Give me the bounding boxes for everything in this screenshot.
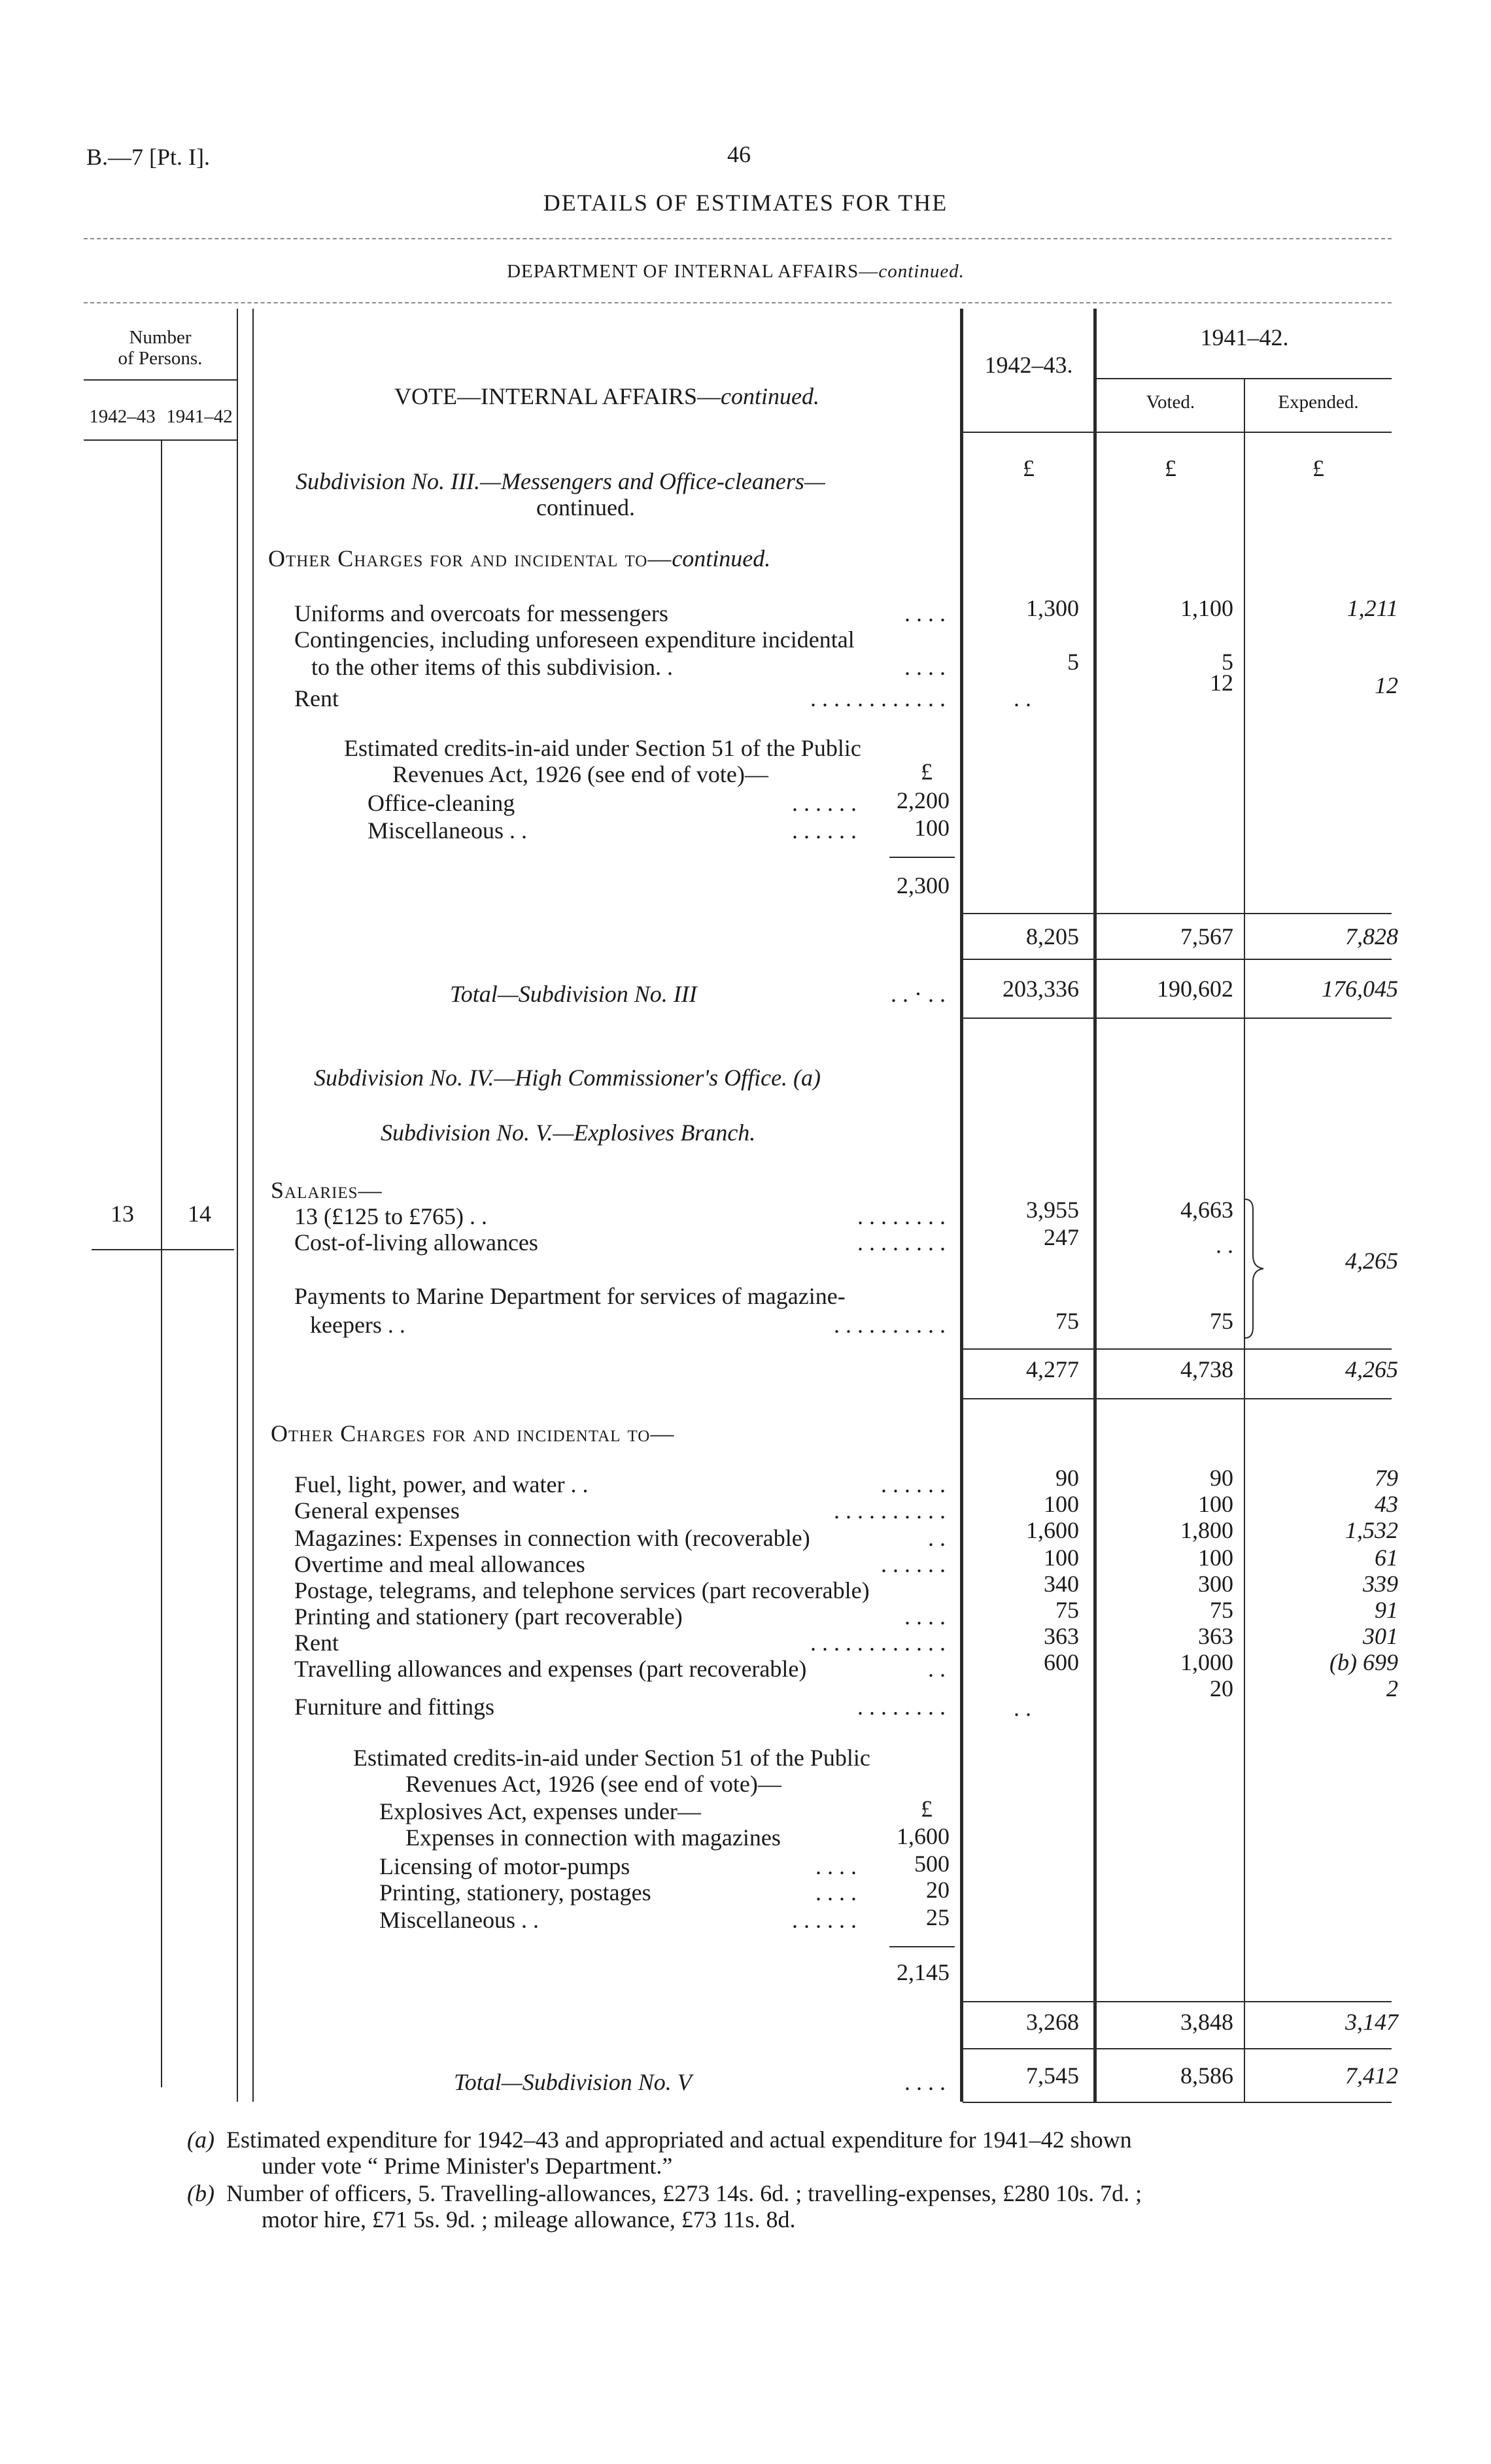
- item-voted: 100: [1198, 1491, 1233, 1517]
- vote-title-continued: continued.: [721, 383, 819, 409]
- persons-head-rule-2: [84, 439, 237, 441]
- subtotal-estimate: 8,205: [1026, 923, 1079, 950]
- sub5-total-bottom-rule: [963, 2102, 1392, 2103]
- credit-amount: 100: [914, 815, 950, 841]
- total-voted: 4,738: [1180, 1356, 1233, 1382]
- department-name: DEPARTMENT OF INTERNAL AFFAIRS—: [507, 261, 879, 282]
- item-label: Magazines: Expenses in connection with (recoverable): [294, 1525, 810, 1551]
- sub5-persons-1941: 14: [188, 1201, 211, 1227]
- expended-heading: Expended.: [1278, 392, 1359, 413]
- total-expended: 176,045: [1322, 976, 1398, 1002]
- sub3-heading-continued: continued.: [536, 494, 635, 521]
- item-voted: 1,800: [1180, 1517, 1233, 1543]
- item-label: Fuel, light, power, and water . .: [294, 1471, 589, 1497]
- item-label: General expenses: [294, 1497, 460, 1524]
- col-rule-voted: [1093, 309, 1097, 2102]
- item-expended: 43: [1375, 1491, 1398, 1517]
- footnote-text: Number of officers, 5. Travelling-allowances, £273 14s. 6d. ; travelling-expenses, £280 10s. 7d. ;: [226, 2180, 1142, 2206]
- currency-voted: £: [1165, 455, 1176, 481]
- sub5-salary-total-bottom-rule: [963, 1398, 1392, 1399]
- credit-label: Office-cleaning: [368, 790, 515, 816]
- footnote-marker: (b): [187, 2180, 214, 2206]
- sub3-other-charges-continued: continued.: [672, 545, 771, 572]
- item-estimate: 340: [1044, 1571, 1079, 1597]
- subtotal-expended: 3,147: [1345, 2009, 1398, 2035]
- item-voted: 1,000: [1180, 1649, 1233, 1675]
- footnote-text-cont: under vote “ Prime Minister's Department.”: [262, 2153, 673, 2179]
- total-estimate: 7,545: [1026, 2062, 1079, 2089]
- credit-dots: . . . .: [815, 1879, 857, 1906]
- item-dots: . . . . . . . .: [857, 1229, 946, 1256]
- vote-title: [254, 383, 960, 409]
- total-dots: . . · . .: [891, 981, 946, 1007]
- item-label: Contingencies, including unforeseen expenditure incidental: [294, 626, 855, 653]
- item-expended: 1,532: [1345, 1517, 1398, 1543]
- subtotal-estimate: 3,268: [1026, 2009, 1079, 2035]
- sub3-credits-currency: £: [921, 759, 933, 785]
- item-estimate: 100: [1044, 1491, 1079, 1517]
- item-dots: . .: [928, 1656, 946, 1682]
- col-rule-persons-mid: [161, 439, 162, 2087]
- col-rule-persons: [237, 309, 238, 2102]
- sub5-salaries-expended: 4,265: [1345, 1248, 1398, 1274]
- currency-estimate: £: [1023, 455, 1035, 481]
- item-label: Cost-of-living allowances: [294, 1229, 538, 1256]
- sub5-other-charges: Other Charges for and incidental to—: [271, 1420, 675, 1446]
- item-estimate: 75: [1055, 1308, 1079, 1334]
- column-heading-rule: [963, 432, 1392, 433]
- sub3-credits-line2: Revenues Act, 1926 (see end of vote)—: [392, 761, 768, 787]
- item-dots: . . . . . .: [881, 1551, 946, 1577]
- footnote-marker: (a): [187, 2127, 214, 2153]
- item-voted: 12: [1210, 670, 1233, 696]
- credit-amount: 2,200: [897, 787, 950, 813]
- credit-label: Licensing of motor-pumps: [379, 1853, 630, 1879]
- item-estimate: . .: [1014, 1695, 1031, 1721]
- subtotal-expended: 7,828: [1345, 923, 1398, 950]
- total-label: Total—Subdivision No. V: [454, 2069, 692, 2095]
- total-label: Total—Subdivision No. III: [450, 981, 697, 1007]
- item-label: Overtime and meal allowances: [294, 1551, 585, 1577]
- sub3-credits-rule: [889, 857, 955, 858]
- credit-amount: 1,600: [897, 1823, 950, 1849]
- item-voted: 4,663: [1180, 1197, 1233, 1223]
- sub3-other-charges-label: Other Charges for and incidental to—: [268, 545, 672, 572]
- item-dots: . . . . . . . . . . . .: [810, 1630, 946, 1656]
- item-estimate: 1,600: [1026, 1517, 1079, 1543]
- item-estimate: 1,300: [1026, 595, 1079, 621]
- sub5-heading: Subdivision No. V.—Explosives Branch.: [381, 1120, 756, 1146]
- item-voted: 75: [1210, 1308, 1233, 1334]
- previous-year-heading: 1941–42.: [1200, 324, 1289, 351]
- sub3-subtotal-rule: [963, 913, 1392, 914]
- credit-label: Miscellaneous . .: [379, 1907, 539, 1933]
- item-label: Uniforms and overcoats for messengers: [294, 600, 668, 626]
- department-rule: [84, 302, 1392, 303]
- credit-dots: . . . . . .: [792, 790, 857, 816]
- item-voted: . .: [1216, 1232, 1233, 1258]
- sub5-credits-sub1: Explosives Act, expenses under—: [379, 1798, 701, 1824]
- total-expended: 7,412: [1345, 2062, 1398, 2089]
- persons-year-1941: 1941–42: [166, 406, 233, 427]
- sub3-other-charges: [268, 545, 770, 572]
- item-expended: 301: [1363, 1623, 1398, 1649]
- item-expended: (b) 699: [1329, 1649, 1398, 1675]
- sub5-salaries-label: Salaries—: [271, 1177, 383, 1203]
- item-dots: . . . . . . . . . .: [834, 1497, 946, 1524]
- sub3-total-rule: [963, 959, 1392, 960]
- item-voted: 100: [1198, 1545, 1233, 1571]
- item-label: Rent: [294, 685, 339, 711]
- department-continued: continued.: [878, 261, 965, 282]
- subtotal-voted: 7,567: [1180, 923, 1233, 950]
- page-number: 46: [727, 141, 751, 167]
- col-rule-estimate: [960, 309, 963, 2102]
- total-voted: 8,586: [1180, 2062, 1233, 2089]
- prev-year-rule: [1093, 378, 1392, 379]
- credit-dots: . . . . . .: [792, 817, 857, 844]
- total-voted: 190,602: [1157, 976, 1233, 1002]
- total-dots: . . . .: [904, 2069, 946, 2095]
- sub3-total-bottom-rule: [963, 1018, 1392, 1019]
- item-expended: 339: [1363, 1571, 1398, 1597]
- sub5-credits-rule: [889, 1946, 955, 1947]
- sub5-persons-1942: 13: [111, 1201, 134, 1227]
- credit-label: Expenses in connection with magazines: [405, 1824, 781, 1851]
- sub5-subtotal-rule: [963, 2001, 1392, 2002]
- item-dots: . . . .: [904, 1603, 946, 1630]
- item-label: Furniture and fittings: [294, 1694, 494, 1720]
- item-voted: 90: [1210, 1465, 1233, 1491]
- subtotal-voted: 3,848: [1180, 2009, 1233, 2035]
- item-expended: 2: [1386, 1675, 1398, 1702]
- item-estimate: 600: [1044, 1649, 1079, 1675]
- vote-title-text: VOTE—INTERNAL AFFAIRS—: [394, 383, 721, 409]
- page-title: DETAILS OF ESTIMATES FOR THE: [543, 190, 948, 216]
- footnote-text: Estimated expenditure for 1942–43 and appropriated and actual expenditure for 1941–42 shown: [226, 2127, 1132, 2153]
- item-dots: . . . . . .: [881, 1471, 946, 1497]
- item-dots: . . . . . . . .: [857, 1694, 946, 1720]
- item-voted: 5: [1222, 649, 1233, 675]
- total-estimate: 4,277: [1026, 1356, 1079, 1382]
- item-dots: . . . .: [904, 654, 946, 680]
- credit-amount: 25: [926, 1904, 950, 1930]
- estimate-year-heading: 1942–43.: [984, 352, 1073, 378]
- sub4-heading: Subdivision No. IV.—High Commissioner's Office. (a): [314, 1065, 821, 1091]
- credit-label: Printing, stationery, postages: [379, 1879, 651, 1906]
- item-estimate: 5: [1067, 649, 1079, 675]
- currency-expended: £: [1312, 455, 1324, 481]
- item-dots: . . . .: [904, 600, 946, 626]
- item-voted: 300: [1198, 1571, 1233, 1597]
- sub3-credits-total: 2,300: [897, 872, 950, 898]
- item-dots: . .: [928, 1525, 946, 1551]
- credit-dots: . . . . . .: [792, 1907, 857, 1933]
- footnote-text-cont: motor hire, £71 5s. 9d. ; mileage allowance, £73 11s. 8d.: [262, 2206, 796, 2233]
- credit-amount: 20: [926, 1877, 950, 1903]
- item-estimate: 75: [1055, 1597, 1079, 1623]
- sub5-salary-total-rule: [963, 1348, 1392, 1350]
- sub5-credits-currency: £: [921, 1796, 933, 1822]
- persons-sum-rule: [92, 1249, 234, 1250]
- total-estimate: 203,336: [1003, 976, 1079, 1002]
- item-estimate: 90: [1055, 1465, 1079, 1491]
- item-estimate: . .: [1014, 685, 1031, 711]
- credit-amount: 500: [914, 1851, 950, 1877]
- item-estimate: 100: [1044, 1545, 1079, 1571]
- item-label: Postage, telegrams, and telephone services (part recoverable): [294, 1577, 870, 1603]
- item-expended: 79: [1375, 1465, 1398, 1491]
- sub5-credits-line1: Estimated credits-in-aid under Section 51 of the Public: [353, 1745, 870, 1771]
- item-voted: 75: [1210, 1597, 1233, 1623]
- document-reference: B.—7 [Pt. I].: [86, 144, 210, 170]
- item-label-cont: keepers . .: [310, 1312, 405, 1338]
- voted-heading: Voted.: [1146, 392, 1195, 413]
- item-label: to the other items of this subdivision. .: [311, 654, 673, 680]
- item-label: Travelling allowances and expenses (part recoverable): [294, 1656, 807, 1682]
- item-expended: 91: [1375, 1597, 1398, 1623]
- persons-head-rule: [84, 379, 237, 381]
- item-label: 13 (£125 to £765) . .: [294, 1203, 487, 1229]
- header-rule: [84, 238, 1392, 239]
- item-expended: 12: [1375, 672, 1398, 698]
- sub3-credits-line1: Estimated credits-in-aid under Section 51 of the Public: [344, 735, 861, 761]
- item-voted: 1,100: [1180, 595, 1233, 621]
- item-estimate: 247: [1044, 1224, 1079, 1250]
- item-expended: 1,211: [1346, 595, 1398, 621]
- item-voted: 363: [1198, 1623, 1233, 1649]
- item-dots: . . . . . . . . . . . .: [810, 685, 946, 711]
- persons-heading: Number of Persons.: [118, 327, 203, 369]
- item-voted: 20: [1210, 1675, 1233, 1702]
- persons-year-1942: 1942–43: [89, 406, 156, 427]
- total-expended: 4,265: [1345, 1356, 1398, 1382]
- item-label: Rent: [294, 1630, 339, 1656]
- sub5-credits-line2: Revenues Act, 1926 (see end of vote)—: [405, 1771, 781, 1797]
- item-dots: . . . . . . . . . .: [834, 1312, 946, 1338]
- item-label: Printing and stationery (part recoverable): [294, 1603, 683, 1630]
- sub5-total-rule: [963, 2048, 1392, 2049]
- item-label: Payments to Marine Department for services of magazine-: [294, 1283, 846, 1309]
- sub5-credits-total: 2,145: [897, 1959, 950, 1985]
- item-expended: 61: [1375, 1545, 1398, 1571]
- item-estimate: 3,955: [1026, 1197, 1079, 1223]
- item-estimate: 363: [1044, 1623, 1079, 1649]
- department-title: [327, 260, 1144, 282]
- item-dots: . . . . . . . .: [857, 1203, 946, 1229]
- credit-dots: . . . .: [815, 1853, 857, 1879]
- sub3-heading: Subdivision No. III.—Messengers and Office-cleaners—: [296, 468, 825, 494]
- col-rule-description: [252, 309, 254, 2102]
- credit-label: Miscellaneous . .: [368, 817, 527, 844]
